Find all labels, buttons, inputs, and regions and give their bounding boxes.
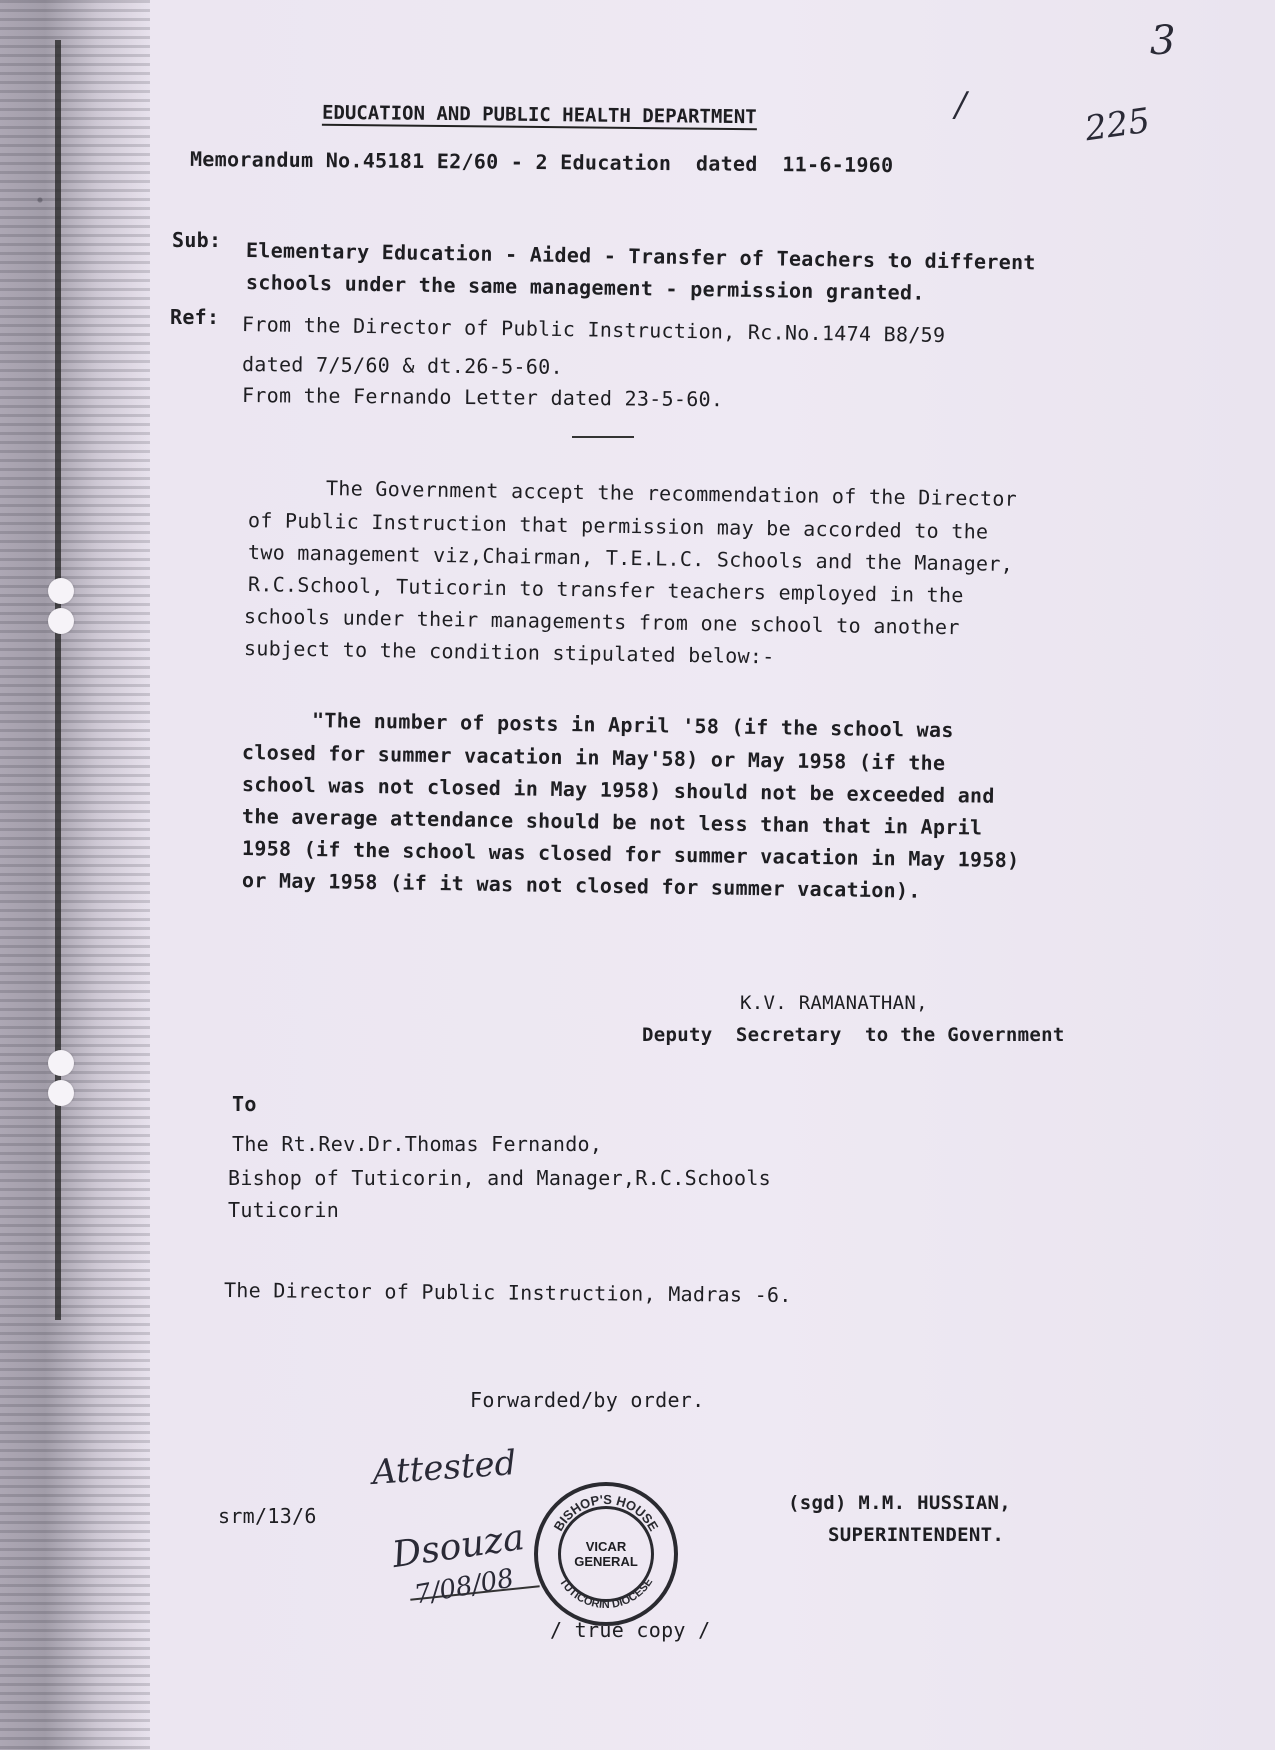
reference-line-2: dated 7/5/60 & dt.26-5-60. (241, 352, 563, 379)
true-copy-note: / true copy / (550, 1618, 711, 1642)
condition-line: 1958 (if the school was closed for summer vacation in May 1958) (241, 836, 1020, 873)
body-line: R.C.School, Tuticorin to transfer teachers employed in the (247, 572, 964, 608)
punch-hole (48, 578, 74, 604)
reference-label: Ref: (170, 305, 220, 329)
recipient-line: Bishop of Tuticorin, and Manager,R.C.Schools (228, 1166, 772, 1190)
punch-hole (48, 608, 74, 634)
condition-line: the average attendance should be not less than that in April (241, 804, 983, 840)
punch-hole (48, 1080, 74, 1106)
subject-label: Sub: (172, 228, 222, 252)
seal-inner-line-1: VICAR (585, 1539, 627, 1554)
condition-line: closed for summer vacation in May'58) or May 1958 (if the (241, 740, 946, 776)
condition-line: "The number of posts in April '58 (if the school was (311, 708, 954, 743)
signatory-name: K.V. RAMANATHAN, (740, 992, 928, 1014)
seal-inner-ring (558, 1506, 654, 1602)
body-line: subject to the condition stipulated below:- (243, 636, 775, 669)
forwarded-note: Forwarded/by order. (470, 1388, 705, 1412)
subject-line-2: schools under the same management - permission granted. (245, 270, 925, 305)
seal-bottom-text: TUTICORIN DIOCESE (556, 1576, 656, 1612)
signatory-title: Deputy Secretary to the Government (642, 1024, 1065, 1046)
to-label: To (232, 1092, 257, 1116)
condition-line: school was not closed in May 1958) should not be exceeded and (241, 772, 995, 808)
signature: Dsouza (389, 1516, 527, 1577)
recipient-line: The Rt.Rev.Dr.Thomas Fernando, (232, 1132, 603, 1156)
scan-edge-shadow (0, 0, 150, 1750)
attested-handwriting: Attested (370, 1443, 518, 1493)
reference-line-3: From the Fernando Letter dated 23-5-60. (241, 383, 724, 412)
signed-name: (sgd) M.M. HUSSIAN, (788, 1492, 1012, 1514)
subject-line-1: Elementary Education - Aided - Transfer of Teachers to different (245, 238, 1036, 275)
body-line: of Public Instruction that permission may be accorded to the (247, 508, 989, 544)
seal-inner-line-2: GENERAL (574, 1554, 638, 1569)
memorandum-number: Memorandum No.45181 E2/60 - 2 Education dated 11-6-1960 (189, 146, 894, 178)
reference-line-1: From the Director of Public Instruction, Rc.No.1474 B8/59 (241, 312, 946, 348)
binding-edge (55, 40, 61, 1320)
diocese-seal (534, 1482, 678, 1626)
tick-mark: / (955, 85, 967, 125)
recipient-line: Tuticorin (228, 1198, 340, 1222)
seal-top-text: BISHOP'S HOUSE (550, 1491, 662, 1534)
separator-line (572, 436, 634, 438)
recipient-line: The Director of Public Instruction, Madras -6. (223, 1278, 792, 1307)
body-line: schools under their managements from one school to another (243, 604, 960, 640)
body-line: two management viz,Chairman, T.E.L.C. Schools and the Manager, (247, 540, 1014, 577)
condition-line: or May 1958 (if it was not closed for summer vacation). (241, 868, 921, 903)
page-number-handwritten: 3 (1150, 18, 1176, 64)
department-title: EDUCATION AND PUBLIC HEALTH DEPARTMENT (321, 101, 757, 129)
attestation-date: 7/08/08 (412, 1563, 517, 1611)
punch-hole (48, 1050, 74, 1076)
reference-code: srm/13/6 (218, 1504, 317, 1528)
signed-title: SUPERINTENDENT. (828, 1524, 1005, 1546)
body-line: The Government accept the recommendation of the Director (325, 476, 1018, 511)
file-number-handwritten: 225 (1082, 100, 1153, 150)
